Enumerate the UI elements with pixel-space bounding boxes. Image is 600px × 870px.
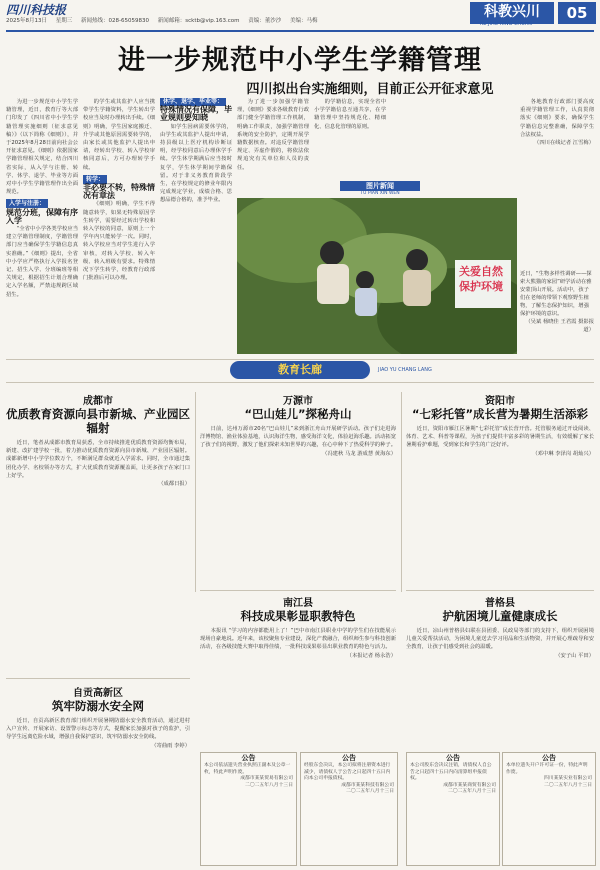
- public-notice: [406, 752, 500, 866]
- story-kicker: 南江县: [283, 598, 313, 609]
- section-title: 科教兴川: [470, 2, 554, 24]
- photo-caption-block: [520, 270, 594, 354]
- lead-subheadline: 四川拟出台实施细则，目前正公开征求意见: [246, 82, 494, 97]
- subhead-text: 规范分班，保障有序入学: [6, 207, 78, 225]
- notice-body: 本公司股东会决议注销，请债权人自公告之日起四十五日内向清算组申报债权。: [410, 763, 492, 782]
- lead-column-2: [83, 98, 155, 354]
- lead-column-3: [160, 98, 232, 354]
- story-card: [406, 594, 594, 747]
- header-rule: [6, 30, 594, 32]
- editor-credit: 责编：董沙沙: [248, 18, 282, 24]
- story-title: 护航困境儿童健康成长: [442, 609, 558, 623]
- notice-title: 公告: [241, 754, 256, 762]
- lead-headline: 进一步规范中小学生学籍管理: [118, 45, 482, 76]
- weekday: 星期三: [55, 18, 73, 24]
- lead-paragraph: 为了进一步加强学籍管理，《细则》要求各级教育行政部门健全学籍管理工作机制，明确工作职责，加强学籍管理系统的安全防护，定期开展学籍数据核查。对违反学籍管理规定、弄虚作假的，将依法依规追究有关单位和人员的责任。: [237, 99, 309, 171]
- section-rule: [6, 678, 190, 679]
- photo-credit: （吴斌 杨晓佳 王君霞 摄影报道）: [525, 319, 594, 333]
- story-text: 近日，资阳市雁江区暑期“七彩托管”成长营开营。托管服务通过开设阅读、体育、艺术、科普等课程，为孩子们提供丰富多彩的暑期生活，有效缓解了家长暑期看护难题，受到家长和学生的广泛好评。: [406, 426, 594, 449]
- lead-paragraph: “全省中小学各类学校应当建立学籍管理制度，学籍管理部门应当确保学生学籍信息真实准确。”《细则》提出，全省中小学应严格执行入学报名登记、招生入学、分班编班等相关规定，根据招生计划合理确定入学名额，严禁违规跨区域招生。: [6, 226, 78, 298]
- column-divider: [401, 392, 402, 592]
- lead-paragraph: 《细则》明确，学生不得随意转学，如果无特殊原因学生转学，需要经过转出学校和转入学校的同意，原则上一个学年内只能转学一次。同时，转入学校应当对学生进行入学审核，对转入学校、转入年级、转入班级有要求。特殊情况下学生转学，经教育行政部门批准后可以办理。: [83, 201, 155, 282]
- section-pinyin: KE JIAO XING CHUAN: [480, 21, 533, 27]
- story-text: 日前，达州万源市20名“巴山娃儿”来到浙江舟山开展研学活动。孩子们走进海洋博物馆、渔业体验基地，认识海洋生物，感受海洋文化，体验赶海乐趣。活动拓宽了孩子们的视野，激发了他们探索未知世界的兴趣，在心中种下了热爱科学的种子。: [200, 426, 396, 449]
- story-card: [200, 392, 396, 545]
- story-card: [6, 684, 190, 867]
- section-rule: [200, 590, 396, 591]
- story-title: 优质教育资源向县市新城、产业园区辐射: [6, 407, 190, 435]
- notice-title: 公告: [342, 754, 356, 762]
- lead-paragraph: 为进一步规范中小学生学籍管理，近日，教育厅等大部门印发了《四川省中小学生学籍管理实施细则（征求意见稿）》（以下简称《细则》），并于2025年8月28日前向社会公开征求意见。《细则》依据国家学籍管理相关规定，结合四川省实际，从入学与注册、转学、休学、退学、毕业等方面对中小学生学籍管理作出全面规范。: [6, 99, 78, 196]
- person-head: [406, 249, 428, 271]
- notice-body: 本单位遗失开户许可证一份，特此声明作废。: [506, 763, 588, 775]
- lead-column-4: [237, 98, 309, 180]
- story-body: [6, 439, 190, 629]
- story-card: [406, 392, 594, 573]
- notice-body: 经股东会决议，本公司拟将注册资本进行减少，请债权人于公告之日起四十五日内向本公司申报债权。: [304, 763, 391, 782]
- subhead-tag: 转学：: [83, 175, 107, 184]
- story-kicker: 资阳市: [485, 396, 515, 407]
- photo-news-tag: 图片新闻: [340, 181, 420, 191]
- notice-issuer: 四川某某实业有限公司: [544, 776, 592, 782]
- story-title: 筑牢防溺水安全网: [52, 699, 144, 713]
- masthead: 四川科技报: [6, 3, 67, 17]
- lead-paragraph: 的学籍信息，实现全省中小学学籍信息互通共享，在学籍管理中坚持规范化、精细化、信息化管理的原则。: [314, 99, 386, 130]
- lead-column-5: [314, 98, 386, 180]
- news-email: 新闻邮箱：scktb@vip.163.com: [157, 18, 240, 24]
- story-title: “巴山娃儿”探秘舟山: [244, 407, 352, 421]
- page-header: [0, 0, 600, 30]
- story-text: 近日，自贡高新区教育部门组织开展暑期防溺水安全教育活动，通过进村入户宣传、开展家访、设置警示标志等方式，提醒家长加强对孩子的监护，引导学生远离危险水域，增强自我保护意识，筑牢防溺水安全防线。: [6, 718, 190, 741]
- story-body: [6, 717, 190, 867]
- subhead-text: 特殊情况有保障，毕业规则要知晓: [160, 105, 232, 123]
- story-text: 本报讯 “学习的内容都能用上了！”巴中市南江县职业中学的学生们在技能展示现场自豪地说。近年来，该校聚焦专业建设，深化产教融合，组织师生参与科技创新活动，在各级技能大赛中取得佳绩，一批科技成果彰显出职业教育的特色与活力。: [200, 628, 396, 651]
- story-kicker: 普格县: [485, 598, 515, 609]
- notice-title: 公告: [542, 754, 556, 762]
- education-section-title: 教育长廊: [230, 361, 370, 379]
- news-hotline: 新闻热线：028-65059830: [81, 18, 149, 24]
- issue-date: 2025年8月13日: [6, 18, 47, 24]
- lead-source: （四川在线记者 江雪梅）: [534, 140, 594, 147]
- person-head: [320, 241, 344, 265]
- notice-issuer: 成都市某某贸易有限公司: [240, 776, 293, 782]
- photo-news-pinyin: TU PIAN XIN WEN: [360, 191, 400, 196]
- story-credit: （成都日报）: [158, 481, 190, 488]
- lead-paragraph: 的学生或其监护人应当携带学生学籍资料，学生转出学校应当及时办理转出手续。《细则》明确，学生因家庭搬迁、升学或其他原因需要转学的，由家长或其他监护人提出申请，经转出学校、转入学校审核同意后，方可办理转学手续。: [83, 99, 155, 171]
- story-title: “七彩托管”成长营为暑期生活添彩: [411, 407, 589, 421]
- notice-date: 二〇二五年八月十三日: [245, 782, 293, 788]
- person-head: [356, 271, 374, 289]
- photo-caption: 近日，“生物多样性调研——探索大熊猫的家园”研学活动在雅安蒙顶山开展。活动中，孩子们在老师的带领下观察野生植物，了解生态保护知识，增强保护环境的意识。: [520, 271, 592, 317]
- story-kicker: 自贡高新区: [73, 688, 123, 699]
- notice-body: 本公司依法遗失营业执照正副本及公章一枚，特此声明作废。: [204, 763, 291, 775]
- subhead-text: 非必要不转，特殊情况有章法: [83, 183, 155, 201]
- public-notice: [502, 752, 596, 866]
- subhead-tag: 休学、退学、毕业等：: [160, 98, 226, 106]
- subhead-tag: 入学与注册：: [6, 199, 48, 208]
- story-credit: （本报记者 杨永浩）: [346, 652, 396, 659]
- lead-column-6: [520, 98, 594, 180]
- story-credit: （寄曲雨 李婷）: [151, 742, 190, 749]
- lead-paragraph: 如学生因病需要休学的，由学生或其监护人提出申请，持县级以上医疗机构诊断证明，经学校同意后办理休学手续。学生休学期满后应当按时复学，学生休学期间学籍保留。对于非义务教育阶段学生，在学校规定的修业年限内完成规定学业，成绩合格、思想品德合格的，准予毕业。: [160, 123, 232, 204]
- story-credit: （冯建秋 马龙 游成慧 黄海东）: [322, 450, 396, 457]
- news-photo: [237, 198, 517, 354]
- public-notice: [200, 752, 297, 866]
- layout-credit: 美编：马梅: [290, 18, 318, 24]
- public-notice: [300, 752, 398, 866]
- person-body: [355, 288, 377, 316]
- story-credit: （邓中琳 李泽岗 胡灿兴）: [532, 450, 594, 457]
- photo-overlay-slogan: 关爱自然 保护环境: [455, 260, 511, 308]
- notice-date: 二〇二五年八月十三日: [448, 789, 496, 795]
- notice-title: 公告: [446, 754, 460, 762]
- education-section-pinyin: JIAO YU CHANG LANG: [378, 367, 432, 373]
- story-body: [406, 425, 594, 573]
- story-body: [406, 627, 594, 747]
- notice-date: 二〇二五年八月十三日: [544, 782, 592, 788]
- section-rule: [406, 590, 594, 591]
- story-card: [200, 594, 396, 747]
- story-kicker: 万源市: [283, 396, 313, 407]
- column-divider: [195, 392, 196, 592]
- page-number: 05: [558, 2, 596, 24]
- story-body: [200, 627, 396, 747]
- story-text: 近日，笔者从成都市教育局获悉，全市持续推进优质教育资源均衡布局，新建、改扩建学校一批，着力推动优质教育资源向县市新城、产业园区辐射。成都新增中小学学位数万个，不断满足群众就近入学需求。同时，全市通过集团化办学、名校领办等方式，扩大优质教育资源覆盖面，让更多孩子在家门口上好学。: [6, 440, 190, 479]
- notice-date: 二〇二五年八月十三日: [346, 789, 394, 795]
- lead-paragraph: 各地教育行政部门要高度重视学籍管理工作，认真贯彻落实《细则》要求，确保学生学籍信息完整准确，保障学生合法权益。: [520, 99, 594, 138]
- story-credit: （安子山 平田）: [555, 652, 594, 659]
- story-card: [6, 392, 190, 629]
- story-text: 近日，凉山州普格县妇联在县团委、民政局等部门的支持下，组织开展困境儿童关爱帮扶活动，为困境儿童送去学习用品和生活物资，并开展心理疏导和安全教育，让孩子们感受到社会的温暖。: [406, 628, 594, 651]
- story-body: [200, 425, 396, 545]
- story-title: 科技成果彰显职教特色: [240, 609, 356, 623]
- person-body: [403, 270, 431, 306]
- lead-column-1: [6, 98, 78, 354]
- notice-issuer: 成都市某某科技有限公司: [341, 782, 394, 788]
- notice-issuer: 成都市某某商贸有限公司: [443, 782, 496, 788]
- story-kicker: 成都市: [83, 396, 113, 407]
- person-body: [317, 264, 349, 304]
- header-meta: [6, 16, 325, 24]
